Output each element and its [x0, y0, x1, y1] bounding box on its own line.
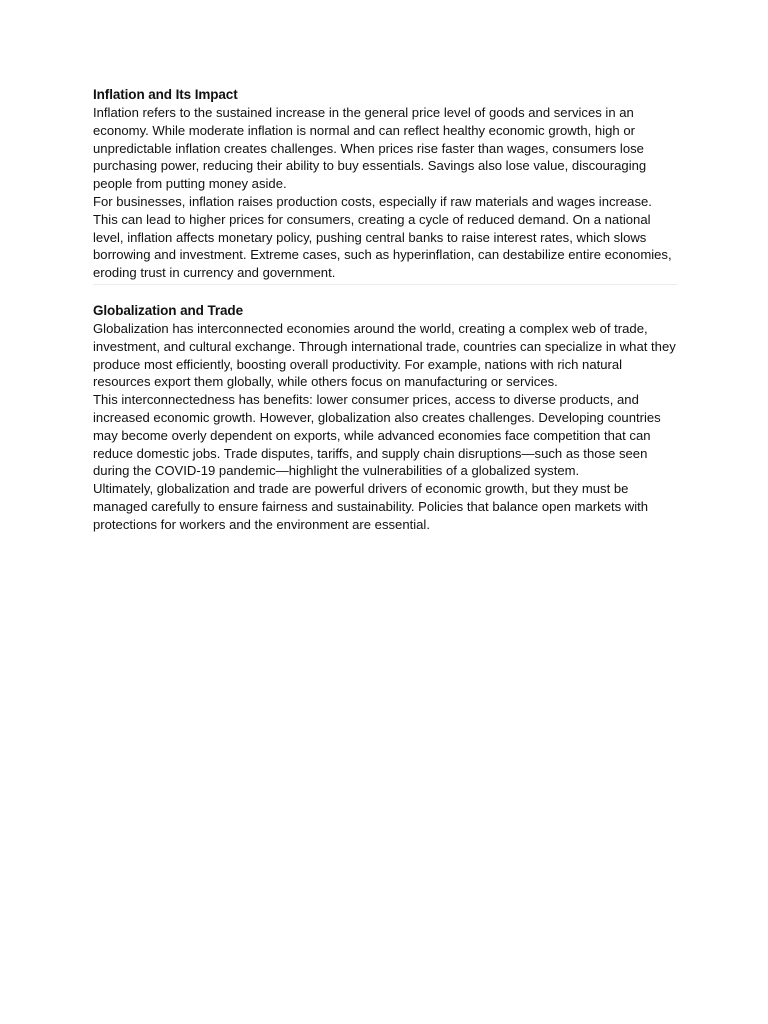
paragraph: Ultimately, globalization and trade are powerful drivers of economic growth, but they must be managed carefully to ensure fairness and sustainability. Policies that balance open markets with protections for workers and the environment are essential. — [93, 481, 649, 532]
section-globalization — [93, 302, 677, 534]
paragraph: Inflation refers to the sustained increase in the general price level of goods and services in an economy. While moderate inflation is normal and can reflect healthy economic growth, high or unpredictable inflation creates challenges. When prices rise faster than wages, consumers lose purchasing power, reducing their ability to buy essentials. Savings also lose value, discouraging people from putting money aside. — [93, 105, 647, 192]
section-heading: Inflation and Its Impact — [93, 87, 238, 102]
section-inflation — [93, 86, 677, 285]
document-page — [93, 86, 677, 534]
section-heading: Globalization and Trade — [93, 302, 243, 318]
section-divider — [93, 284, 677, 285]
paragraph: For businesses, inflation raises production costs, especially if raw materials and wages increase. This can lead to higher prices for consumers, creating a cycle of reduced demand. On a national level, inflation affects monetary policy, pushing central banks to raise interest rates, which slows borrowing and investment. Extreme cases, such as hyperinflation, can destabilize entire economies, eroding trust in currency and government. — [93, 193, 672, 281]
paragraph: This interconnectedness has benefits: lower consumer prices, access to diverse products, and increased economic growth. However, globalization also creates challenges. Developing countries may become overly dependent on exports, while advanced economies face competition that can reduce domestic jobs. Trade disputes, tariffs, and supply chain disruptions—such as those seen during the COVID-19 pandemic—highlight the vulnerabilities of a globalized system. — [93, 392, 661, 479]
paragraph: Globalization has interconnected economies around the world, creating a complex web of trade, investment, and cultural exchange. Through international trade, countries can specialize in what they produce most efficiently, boosting overall productivity. For example, nations with rich natural resources export them globally, while others focus on manufacturing or services. — [93, 320, 676, 390]
